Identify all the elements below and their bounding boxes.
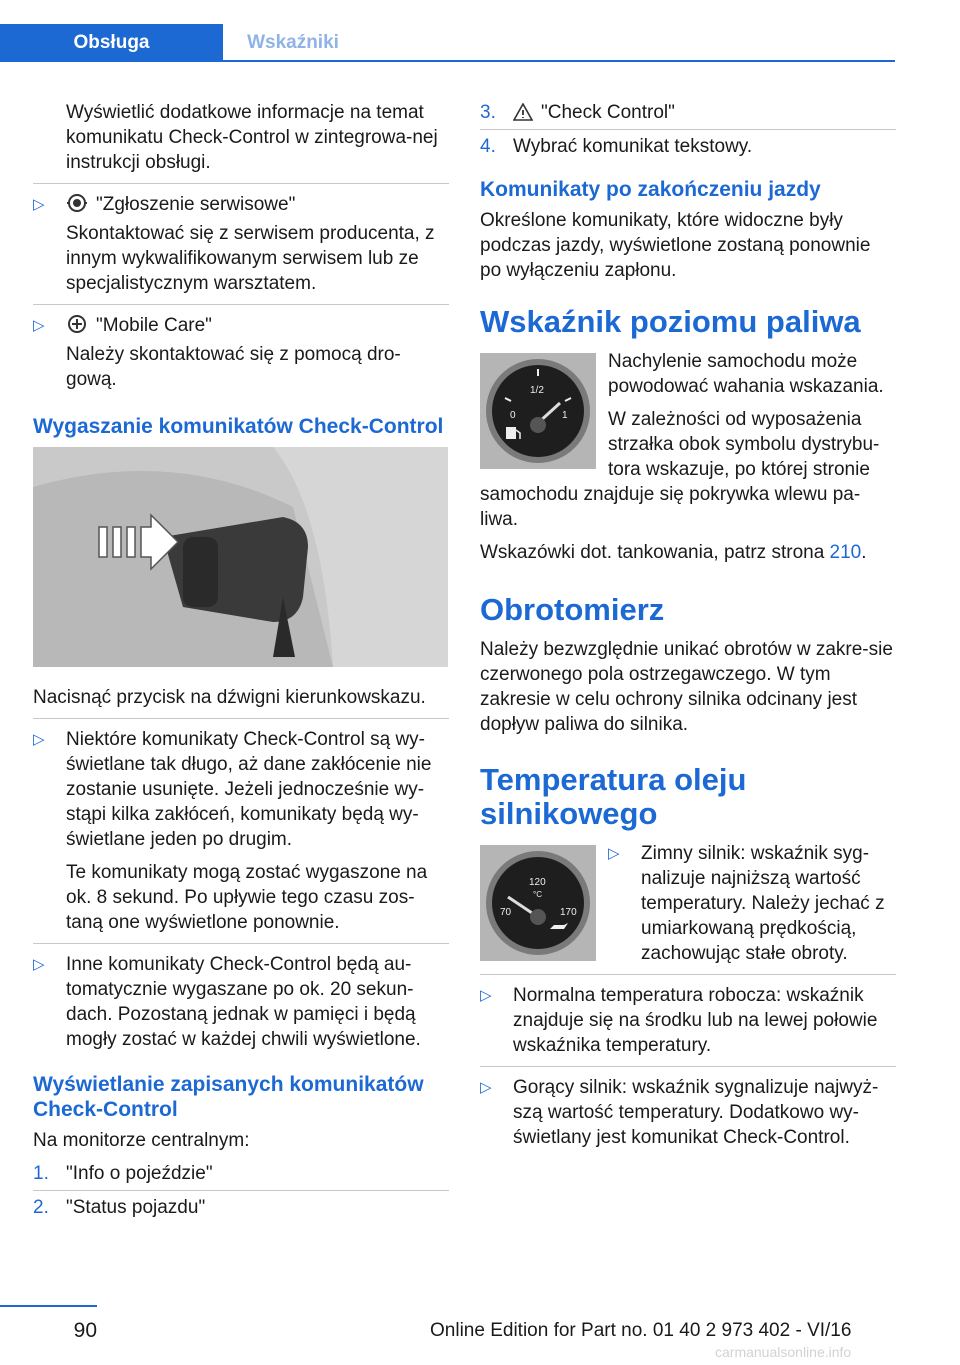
turn-signal-photo [33,447,448,667]
section-heading-after-drive: Komunikaty po zakończeniu jazdy [480,178,821,201]
list-item-service [33,192,449,296]
separator [33,1190,449,1191]
oil-section [480,841,896,1150]
bullet-text: Inne komunikaty Check-Control będą au-tomatycznie wygaszane po ok. 20 sekun-dach. Pozostaną jednak w pamięci i będą mogły zostać w każdej chwili wyświetlone. [66,954,421,1050]
monitor-text: Na monitorze centralnym: [33,1130,250,1151]
list-item-long-messages [33,727,449,935]
section-heading-rpm: Obrotomierz [480,592,665,627]
service-title: "Zgłoszenie serwisowe" [96,194,296,215]
left-column [33,100,449,1220]
intro-text: Wyświetlić dodatkowe informacje na temat komunikatu Check-Control w zintegrowa-nej instrukcji obsługi. [66,102,438,173]
step-number: 1. [33,1163,49,1184]
section-heading-saved-messages: Wyświetlanie zapisanych komunikatów Check-Control [33,1073,424,1121]
turn-signal-illustration [33,447,448,667]
separator [480,1066,896,1067]
bullet-triangle-icon: ▷ [608,845,620,862]
fuel-text-3 [480,540,896,565]
fuel-section [480,349,896,565]
photo-caption: Nacisnąć przycisk na dźwigni kierunkowskazu. [33,687,426,708]
step-text: "Info o pojeździe" [66,1163,213,1184]
bullet-triangle-icon: ▷ [33,317,45,334]
list-item-mobile-care [33,313,449,392]
mobile-care-icon [66,314,88,334]
gauge-fuel-zero: 0 [510,410,516,421]
bmw-service-icon [66,193,88,213]
after-drive-text: Określone komunikaty, które widoczne były podczas jazdy, wyświetlone zostaną ponownie po wyłączeniu zapłonu. [480,210,871,281]
section-heading-fuel: Wskaźnik poziomu paliwa [480,304,861,339]
step-number: 4. [480,136,496,157]
bullet-triangle-icon: ▷ [480,987,492,1004]
page-header [0,24,895,62]
fuel-text-1: Nachylenie samochodu może powodować wahania wskazania. [608,351,884,397]
bullet-triangle-icon: ▷ [33,196,45,213]
fuel-ref-suffix: . [861,542,867,563]
step-number: 2. [33,1197,49,1218]
warning-triangle-icon [513,103,533,121]
step-text: "Check Control" [541,102,675,123]
page-number: 90 [73,1319,97,1342]
mobile-care-title: "Mobile Care" [96,315,212,336]
section-heading-oil-temp: Temperatura oleju silnikowego [480,762,747,831]
step-text: "Status pojazdu" [66,1197,206,1218]
gauge-oil-unit: °C [533,890,542,899]
fuel-text-2: W zależności od wyposażenia strzałka obok symbolu dystrybu-tora wskazuje, po której stronie samochodu znajduje się pokrywka wlewu pa-liwa. [480,409,880,530]
service-body: Skontaktować się z serwisem producenta, z innym wykwalifikowanym serwisem lub ze specjalistycznym warsztatem. [66,223,435,294]
oil-gauge-image [480,845,596,961]
list-item-normal-temp [480,983,896,1058]
bullet-triangle-icon: ▷ [33,956,45,973]
gauge-oil-low: 70 [500,907,512,918]
separator [33,943,449,944]
step-item [33,1195,449,1220]
step-item [480,100,896,125]
section-heading-check-control: Wygaszanie komunikatów Check-Control [33,415,444,438]
footer-divider [0,1305,97,1307]
header-divider [0,60,895,62]
gauge-oil-mid: 120 [529,877,546,888]
separator [33,304,449,305]
watermark-text: carmanualsonline.info [715,1344,852,1360]
bullet-extra-text: Te komunikaty mogą zostać wygaszone na ok. 8 sekund. Po upływie tego czasu zos-taną one wyświetlone ponownie. [66,862,428,933]
step-text: Wybrać komunikat tekstowy. [513,136,753,157]
gauge-fuel-one: 1 [562,410,568,421]
separator [33,183,449,184]
step-item [480,134,896,159]
bullet-text: Niektóre komunikaty Check-Control są wy-świetlane tak długo, aż dane zakłócenie nie zostanie usunięte. Jeżeli jednocześnie wy-stąpi kilka zakłóceń, komunikaty będą wy-świetlane jeden po drugim. [66,729,432,850]
separator [480,129,896,130]
bullet-text: Gorący silnik: wskaźnik sygnalizuje najwyż-szą wartość temperatury. Dodatkowo wy-świetlany jest komunikat Check-Control. [513,1077,879,1148]
tab-obsluga[interactable]: Obsługa [0,24,223,60]
page-link-210[interactable]: 210 [829,542,862,563]
list-item-auto-dismiss [33,952,449,1052]
tab-wskazniki[interactable]: Wskaźniki [247,31,339,53]
separator [480,974,896,975]
bullet-triangle-icon: ▷ [480,1079,492,1096]
gauge-fuel-half: 1/2 [530,385,544,396]
gauge-oil-high: 170 [560,907,577,918]
separator [33,718,449,719]
list-item-cold-engine [608,841,896,966]
list-item-hot-engine [480,1075,896,1150]
step-item [33,1161,449,1186]
right-column [480,100,896,1158]
bullet-text: Zimny silnik: wskaźnik syg-nalizuje najniższą wartość temperatury. Należy jechać z umiarkowaną prędkością, zachowując stałe obroty. [641,843,885,964]
edition-text: Online Edition for Part no. 01 40 2 973 402 - VI/16 [430,1320,852,1341]
fuel-gauge-image [480,353,596,469]
step-number: 3. [480,102,496,123]
bullet-triangle-icon: ▷ [33,731,45,748]
fuel-ref-prefix: Wskazówki dot. tankowania, patrz strona [480,542,830,563]
mobile-care-body: Należy skontaktować się z pomocą dro-gową. [66,344,401,390]
rpm-text: Należy bezwzględnie unikać obrotów w zakre-sie czerwonego pola ostrzegawczego. W tym zakresie w celu ochrony silnika odcinany jest dopływ paliwa do silnika. [480,639,893,735]
bullet-text: Normalna temperatura robocza: wskaźnik znajduje się na środku lub na lewej połowie wskaźnika temperatury. [513,985,878,1056]
